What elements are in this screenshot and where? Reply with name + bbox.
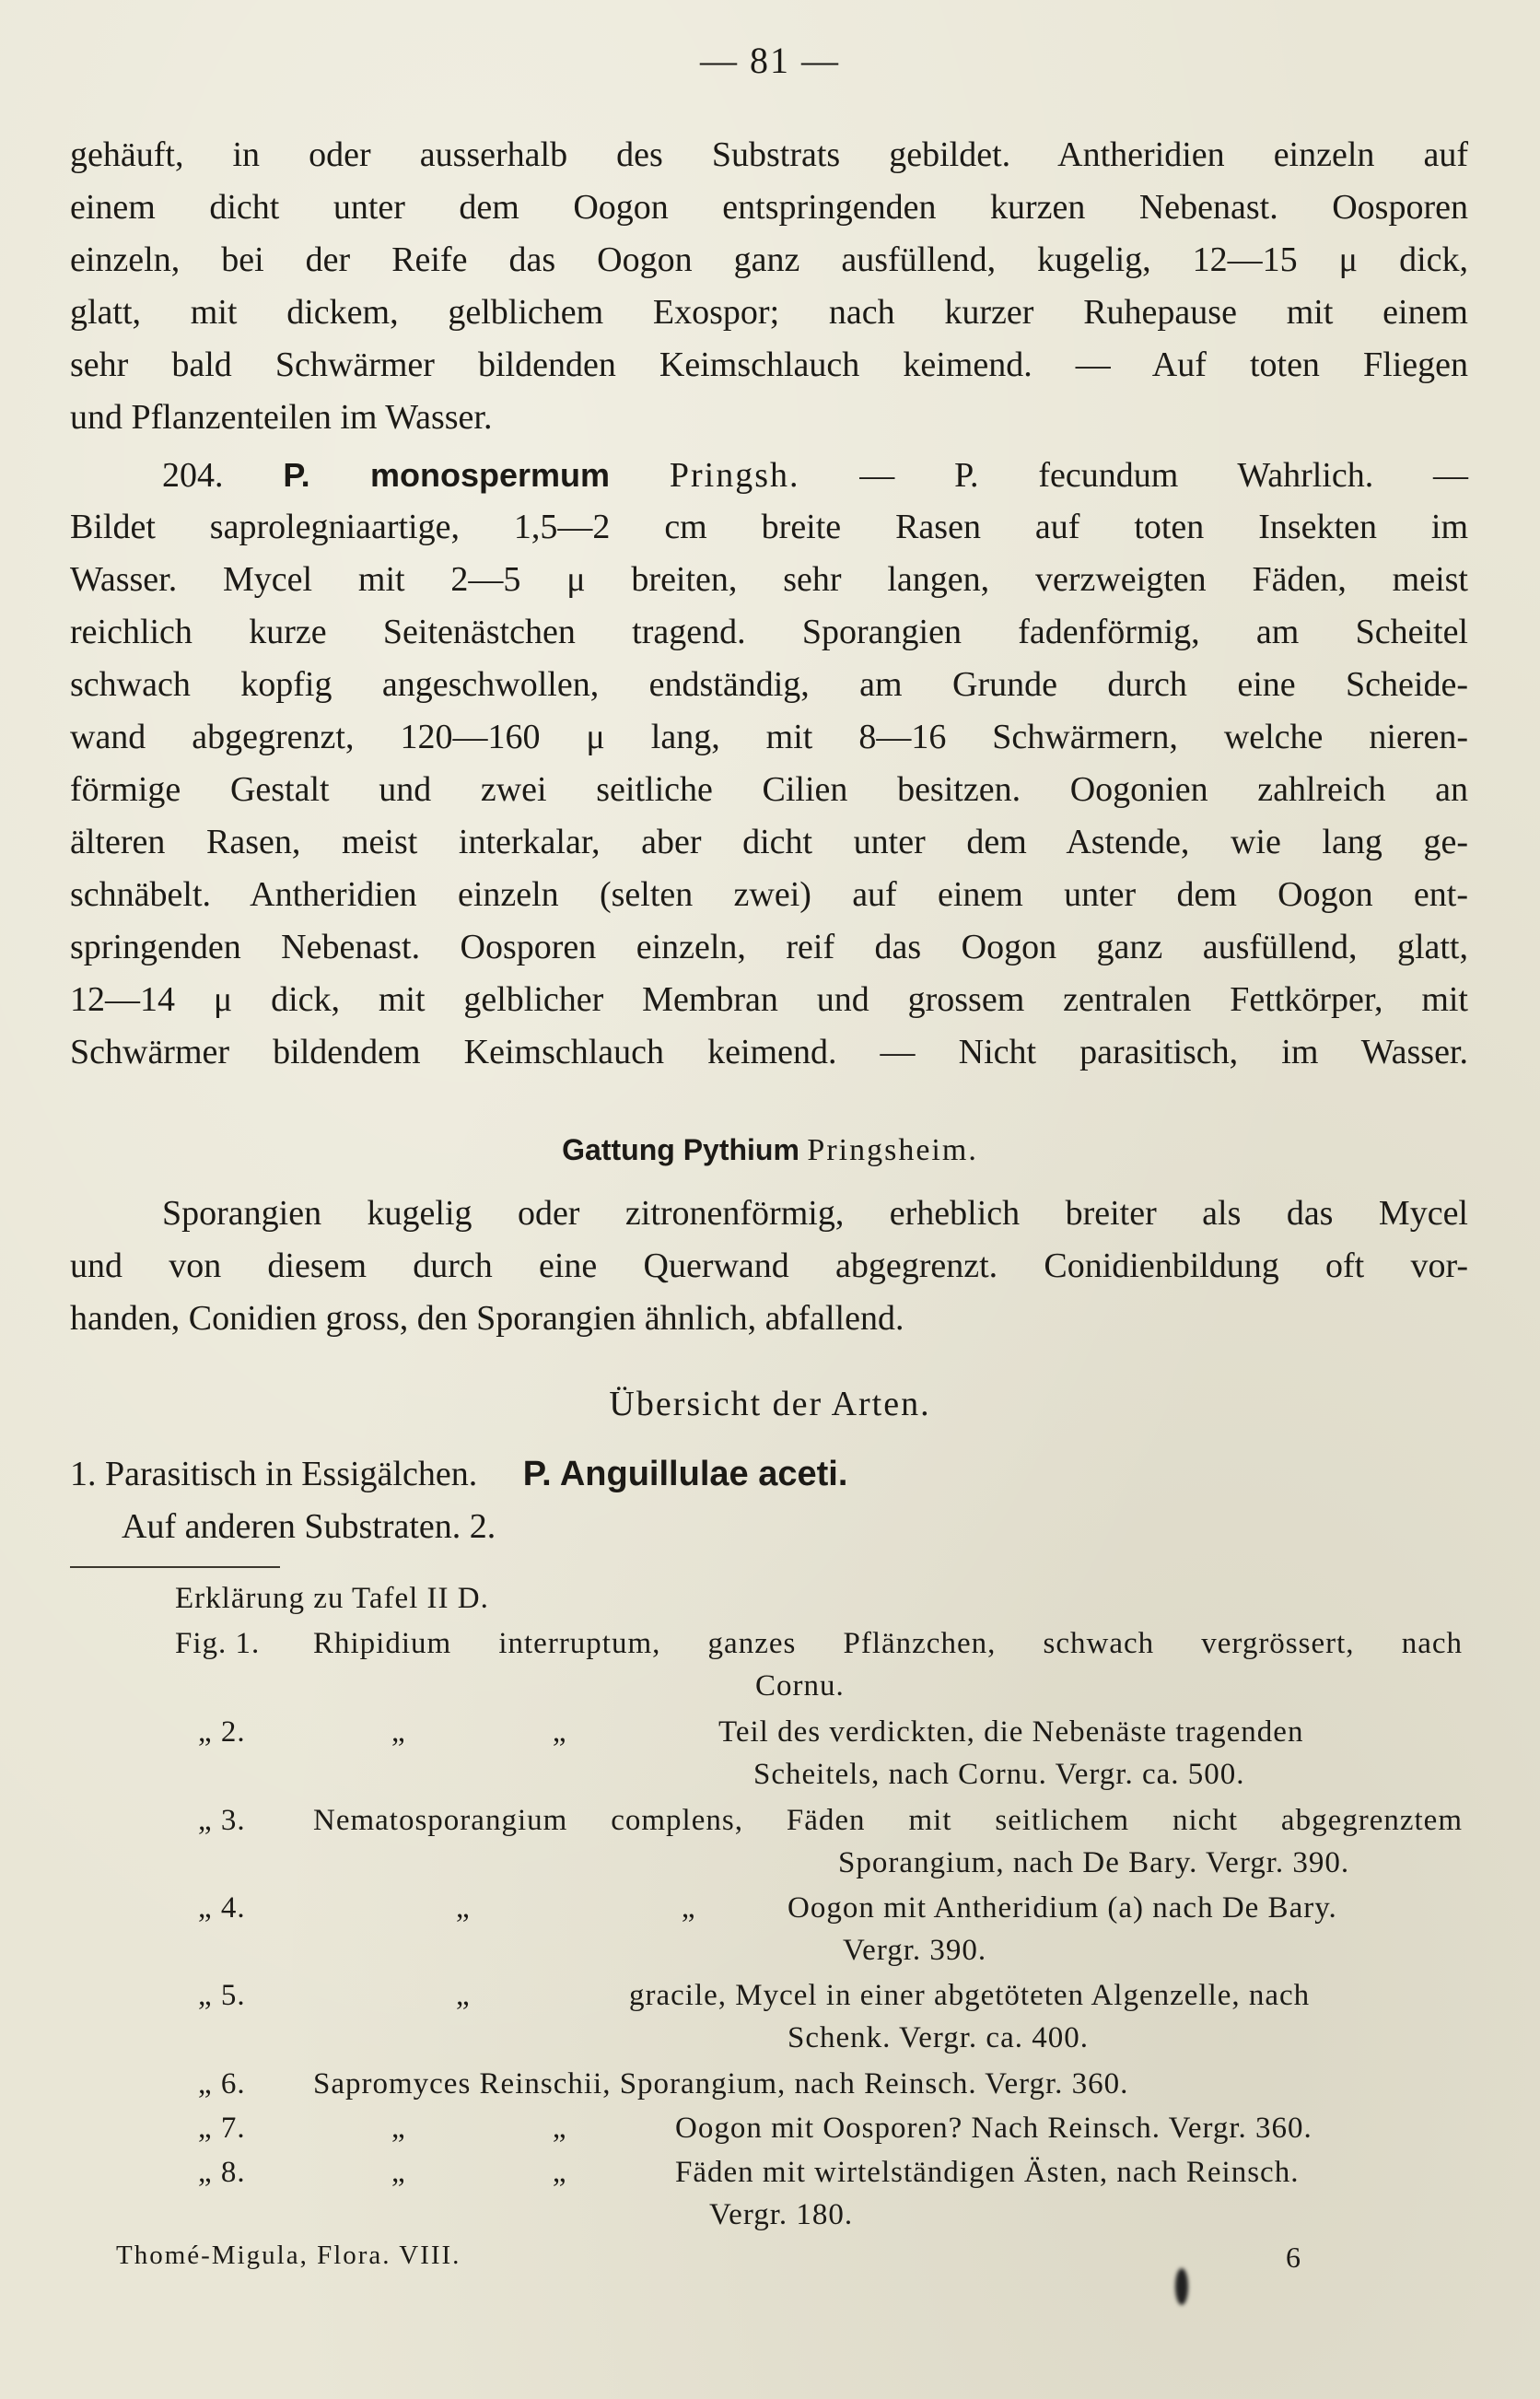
- text-line: gehäuft, in oder ausserhalb des Substrats gebildet. Antheridien einzeln auf: [70, 135, 1468, 174]
- text-line: sehr bald Schwärmer bildenden Keimschlauch keimend. — Auf toten Fliegen: [70, 345, 1468, 384]
- text-line: wand abgegrenzt, 120—160 μ lang, mit 8—16 Schwärmern, welche nieren-: [70, 718, 1468, 756]
- fig-caption: Fäden mit wirtelständigen Ästen, nach Reinsch.: [675, 2156, 1300, 2189]
- page-number: — 81 —: [700, 40, 840, 81]
- fig-caption-cont: Vergr. 180.: [709, 2198, 854, 2231]
- fig-number: „ 8.: [198, 2156, 246, 2189]
- text-line: handen, Conidien gross, den Sporangien ähnlich, abfallend.: [70, 1299, 904, 1338]
- species-synonym: — P. fecundum Wahrlich. —: [859, 456, 1469, 495]
- fig-caption: Teil des verdickten, die Nebenäste tragenden: [718, 1715, 1304, 1749]
- text-line: und von diesem durch eine Querwand abgegrenzt. Conidienbildung oft vor-: [70, 1246, 1468, 1285]
- key-item-2: Auf anderen Substraten. 2.: [122, 1507, 496, 1546]
- text-line: schnäbelt. Antheridien einzeln (selten zwei) auf einem unter dem Oogon ent-: [70, 875, 1468, 914]
- text-line: einem dicht unter dem Oogon entspringenden kurzen Nebenast. Oosporen: [70, 188, 1468, 227]
- key-item-1-text: 1. Parasitisch in Essigälchen.: [70, 1455, 478, 1493]
- text-line: springenden Nebenast. Oosporen einzeln, reif das Oogon ganz ausfüllend, glatt,: [70, 928, 1468, 966]
- text-line: förmige Gestalt und zwei seitliche Cilien besitzen. Oogonien zahlreich an: [70, 770, 1468, 809]
- key-item-1: [70, 1448, 1468, 1501]
- species-entry: [70, 449, 1468, 1079]
- fig-number: Fig. 1.: [175, 1627, 261, 1660]
- explanation-title: Erklärung zu Tafel II D.: [175, 1582, 489, 1615]
- species-author: Pringsh.: [669, 456, 800, 495]
- fig-caption-cont: Sporangium, nach De Bary. Vergr. 390.: [838, 1846, 1350, 1879]
- species-heading-line: [70, 449, 1468, 501]
- genus-heading: [0, 1133, 1540, 1168]
- text-line: und Pflanzenteilen im Wasser.: [70, 398, 493, 437]
- fig-caption: Rhipidium interruptum, ganzes Pflänzchen, schwach vergrössert, nach: [313, 1627, 1463, 1660]
- text-line: älteren Rasen, meist interkalar, aber dicht unter dem Astende, wie lang ge-: [70, 823, 1468, 861]
- paragraph-continuation: [70, 129, 1468, 444]
- species-name: P. monospermum: [283, 456, 611, 494]
- fig-caption-cont: Schenk. Vergr. ca. 400.: [788, 2021, 1089, 2054]
- fig-caption: Sapromyces Reinschii, Sporangium, nach Reinsch. Vergr. 360.: [313, 2067, 1129, 2101]
- text-line: Wasser. Mycel mit 2—5 μ breiten, sehr langen, verzweigten Fäden, meist: [70, 560, 1468, 599]
- ditto-marks: „: [456, 1979, 471, 2012]
- genus-author: Pringsheim.: [807, 1133, 978, 1167]
- fig-caption-cont: Cornu.: [755, 1669, 845, 1703]
- fig-caption: Oogon mit Oosporen? Nach Reinsch. Vergr. 360.: [675, 2112, 1312, 2145]
- fig-caption: gracile, Mycel in einer abgetöteten Algenzelle, nach: [629, 1979, 1311, 2012]
- species-number: 204.: [162, 456, 224, 495]
- text-line: reichlich kurze Seitenästchen tragend. Sporangien fadenförmig, am Scheitel: [70, 613, 1468, 651]
- fig-number: „ 4.: [198, 1891, 246, 1925]
- divider: [70, 1566, 280, 1568]
- ditto-marks: „ „: [456, 1891, 696, 1925]
- signature-line: Thomé-Migula, Flora. VIII.: [116, 2241, 461, 2270]
- text-line: einzeln, bei der Reife das Oogon ganz ausfüllend, kugelig, 12—15 μ dick,: [70, 240, 1468, 279]
- genus-label: Gattung Pythium: [562, 1133, 799, 1166]
- fig-caption: Oogon mit Antheridium (a) nach De Bary.: [788, 1891, 1337, 1925]
- fig-number: „ 5.: [198, 1979, 246, 2012]
- fig-caption-cont: Vergr. 390.: [843, 1934, 987, 1967]
- ditto-marks: „ „: [391, 1715, 567, 1749]
- text-line: 12—14 μ dick, mit gelblicher Membran und grossem zentralen Fettkörper, mit: [70, 980, 1468, 1019]
- fig-number: „ 6.: [198, 2067, 246, 2101]
- fig-number: „ 7.: [198, 2112, 246, 2145]
- overview-title: Übersicht der Arten.: [609, 1385, 931, 1423]
- key-item-1-species: P. Anguillulae aceti.: [522, 1455, 848, 1493]
- text-line: glatt, mit dickem, gelblichem Exospor; nach kurzer Ruhepause mit einem: [70, 293, 1468, 332]
- ink-speck: [1175, 2268, 1188, 2305]
- ditto-marks: „ „: [391, 2156, 567, 2189]
- text-line: Schwärmer bildendem Keimschlauch keimend. — Nicht parasitisch, im Wasser.: [70, 1033, 1468, 1071]
- sheet-number: 6: [1286, 2241, 1302, 2274]
- genus-description: [70, 1188, 1468, 1345]
- fig-number: „ 2.: [198, 1715, 246, 1749]
- ditto-marks: „ „: [391, 2112, 567, 2145]
- fig-number: „ 3.: [198, 1804, 246, 1837]
- overview-key: [70, 1448, 1468, 1553]
- text-line: Sporangien kugelig oder zitronenförmig, erheblich breiter als das Mycel: [162, 1194, 1468, 1233]
- fig-caption-cont: Scheitels, nach Cornu. Vergr. ca. 500.: [753, 1758, 1245, 1791]
- text-line: Bildet saprolegniaartige, 1,5—2 cm breite Rasen auf toten Insekten im: [70, 508, 1468, 546]
- text-line: schwach kopfig angeschwollen, endständig, am Grunde durch eine Scheide-: [70, 665, 1468, 704]
- fig-caption: Nematosporangium complens, Fäden mit seitlichem nicht abgegrenztem: [313, 1804, 1463, 1837]
